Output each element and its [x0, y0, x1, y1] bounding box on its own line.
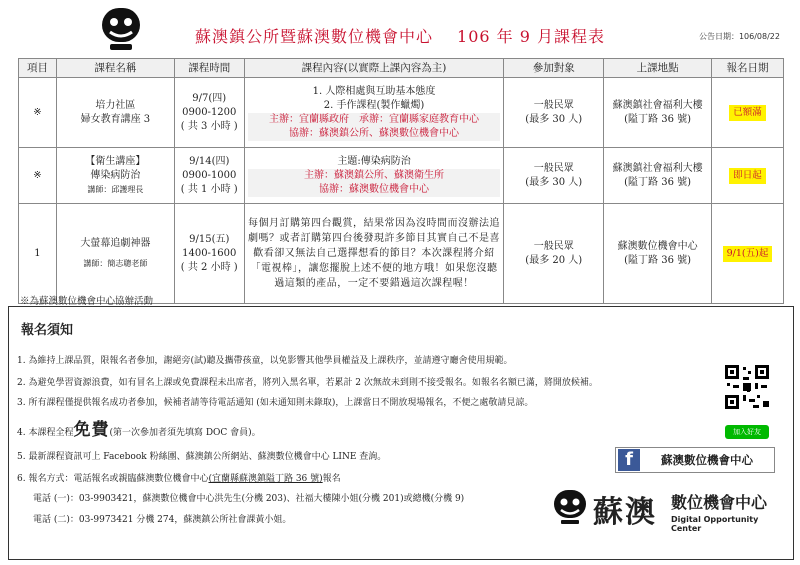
footnote: ※為蘇澳數位機會中心協辦活動: [20, 296, 154, 307]
cell-item: ※: [19, 148, 57, 204]
target-limit: (最多 20 人): [525, 254, 583, 266]
place: 蘇澳鎮社會福利大樓: [612, 162, 703, 174]
content-paragraph: 每個月訂購第四台觀賞，結果常因為沒時間而沒辦法追劇嗎？或者訂購第四台後發現許多節目其實自己不是喜歡看卻又無法自己選擇想看的節目？本次課程將介紹「電視棒」，讓您擺脫上述不便的地方哦！如果您沒聽過這類的產品，一定不要錯過這次課程喔！: [248, 218, 501, 289]
cell-content: [244, 78, 504, 148]
table-row: [19, 78, 784, 148]
time-date: 9/15(五): [189, 233, 230, 245]
time-hours: ( 共 2 小時 ): [180, 261, 238, 273]
facebook-banner[interactable]: [615, 447, 775, 473]
time-date: 9/14(四): [189, 155, 230, 167]
cell-target: [504, 78, 604, 148]
co-organizer: 協辦：蘇澳鎮公所、蘇澳數位機會中心: [248, 127, 501, 141]
header-place: 上課地點: [604, 59, 712, 78]
rule-5: 5. 最新課程資訊可上 Facebook 粉絲團、蘇澳鎮公所網站、蘇澳數位機會中心 LINE 查詢。: [17, 452, 387, 462]
notice-date: 公告日期：106/08/22: [698, 32, 780, 41]
co-organizer: 協辦：蘇澳數位機會中心: [248, 183, 501, 197]
rule-1: 1. 為維持上課品質，限報名者參加，謝絕旁(試)聽及攜帶孩童，以免影響其他學員權益及上課秩序，並請遵守廳舍使用規範。: [17, 356, 513, 366]
time-range: 0900-1000: [182, 169, 237, 181]
free-label: 免費: [73, 420, 110, 440]
content-line: 主題:傳染病防治: [337, 155, 411, 167]
header-item: 項目: [19, 59, 57, 78]
place: 蘇澳鎮社會福利大樓: [612, 99, 703, 111]
course-name-2: 婦女教育講座 3: [80, 113, 151, 125]
doc-brand-icon: [553, 489, 587, 525]
cell-time: [174, 78, 244, 148]
cell-place: [604, 148, 712, 204]
time-range: 1400-1600: [182, 247, 237, 259]
rule-6-prefix: 6. 報名方式：電話報名或親臨蘇澳數位機會中心: [17, 474, 209, 484]
cell-place: [604, 78, 712, 148]
table-row: [19, 148, 784, 204]
place-address: (隘丁路 36 號): [624, 113, 692, 125]
signup-badge: 即日起: [729, 168, 766, 184]
header-target: 參加對象: [504, 59, 604, 78]
course-name-2: 傳染病防治: [90, 169, 141, 181]
table-row: [19, 204, 784, 304]
content-line: 1. 人際相處與互助基本態度: [312, 85, 436, 97]
signup-badge: 已額滿: [729, 105, 766, 121]
header-signup: 報名日期: [712, 59, 784, 78]
rule-4: [17, 415, 261, 440]
cell-time: [174, 204, 244, 304]
cell-signup: [712, 148, 784, 204]
time-date: 9/7(四): [192, 92, 227, 104]
cell-target: [504, 148, 604, 204]
cell-course: [56, 78, 174, 148]
content-line: 2. 手作課程(製作蠟燭): [323, 99, 425, 111]
course-table: [18, 58, 784, 304]
cell-item: ※: [19, 78, 57, 148]
organizer: 主辦：蘇澳鎮公所、蘇澳衛生所: [248, 169, 501, 183]
course-name: 大螢幕追劇神器: [80, 237, 151, 249]
phone-1: 電話 (一)：03-9903421，蘇澳數位機會中心洪先生(分機 203)、社福大樓陳小姐(分機 201)或總機(分機 9): [33, 494, 465, 504]
rule-6-suffix: 報名: [322, 474, 341, 484]
course-name: 【衛生講座】: [85, 155, 146, 167]
time-hours: ( 共 1 小時 ): [180, 183, 238, 195]
registration-notes: [8, 306, 794, 560]
cell-content: [244, 204, 504, 304]
course-lecturer: 講師：邱護理長: [87, 184, 144, 194]
target: 一般民眾: [533, 162, 574, 174]
rule-4-prefix: 4. 本課程全程: [17, 428, 74, 438]
cell-signup: [712, 204, 784, 304]
rule-6: [17, 471, 341, 484]
line-add-friend-button[interactable]: 加入好友: [725, 425, 769, 439]
target-limit: (最多 30 人): [525, 113, 583, 125]
place-address: (隘丁路 36 號): [624, 254, 692, 266]
rules-title: 報名須知: [21, 323, 74, 338]
brand-subtitle: 數位機會中心: [671, 493, 768, 512]
organizer: 主辦：宜蘭縣政府 承辦：宜蘭縣家庭教育中心: [248, 113, 501, 127]
rule-2: 2. 為避免學習資源浪費，如有冒名上課或免費課程未出席者，將列入黑名單，若累計 2 次無故未到則不接受報名。如報名名額已滿，將開放候補。: [17, 378, 598, 388]
address-link: (宜蘭縣蘇澳鎮隘丁路 36 號): [208, 474, 323, 484]
cell-content: [244, 148, 504, 204]
header-time: 課程時間: [174, 59, 244, 78]
facebook-icon: f: [618, 449, 640, 471]
course-lecturer: 講師：簡志聰老師: [83, 258, 148, 268]
cell-signup: [712, 78, 784, 148]
facebook-label: 蘇澳數位機會中心: [661, 453, 753, 467]
course-name: 培力社區: [95, 99, 136, 111]
phone-2: 電話 (二)：03-9973421 分機 274，蘇澳鎮公所社會課黃小姐。: [33, 515, 292, 525]
header-course: 課程名稱: [56, 59, 174, 78]
cell-place: [604, 204, 712, 304]
target: 一般民眾: [533, 240, 574, 252]
header-content: 課程內容(以實際上課內容為主): [244, 59, 504, 78]
cell-time: [174, 148, 244, 204]
brand-english: Digital Opportunity Center: [671, 515, 759, 533]
cell-course: [56, 204, 174, 304]
time-hours: ( 共 3 小時 ): [180, 120, 238, 132]
time-range: 0900-1200: [182, 106, 237, 118]
cell-course: [56, 148, 174, 204]
signup-badge: 9/1(五)起: [723, 246, 773, 262]
place-address: (隘丁路 36 號): [624, 176, 692, 188]
qr-code-icon[interactable]: [723, 363, 771, 411]
cell-item: 1: [19, 204, 57, 304]
cell-target: [504, 204, 604, 304]
rule-4-suffix: (第一次參加者須先填寫 DOC 會員)。: [109, 428, 261, 438]
brand-name: 蘇澳: [593, 495, 657, 530]
page-title: 蘇澳鎮公所暨蘇澳數位機會中心 106 年 9 月課程表: [195, 27, 605, 46]
target: 一般民眾: [533, 99, 574, 111]
rule-3: 3. 所有課程僅提供報名成功者參加，候補者請等待電話通知 (如未通知則未錄取)，上課當日不開放現場報名，不便之處敬請見諒。: [17, 398, 534, 408]
brand-logo: [549, 485, 789, 541]
place: 蘇澳數位機會中心: [617, 240, 698, 252]
table-header-row: [19, 59, 784, 78]
target-limit: (最多 30 人): [525, 176, 583, 188]
